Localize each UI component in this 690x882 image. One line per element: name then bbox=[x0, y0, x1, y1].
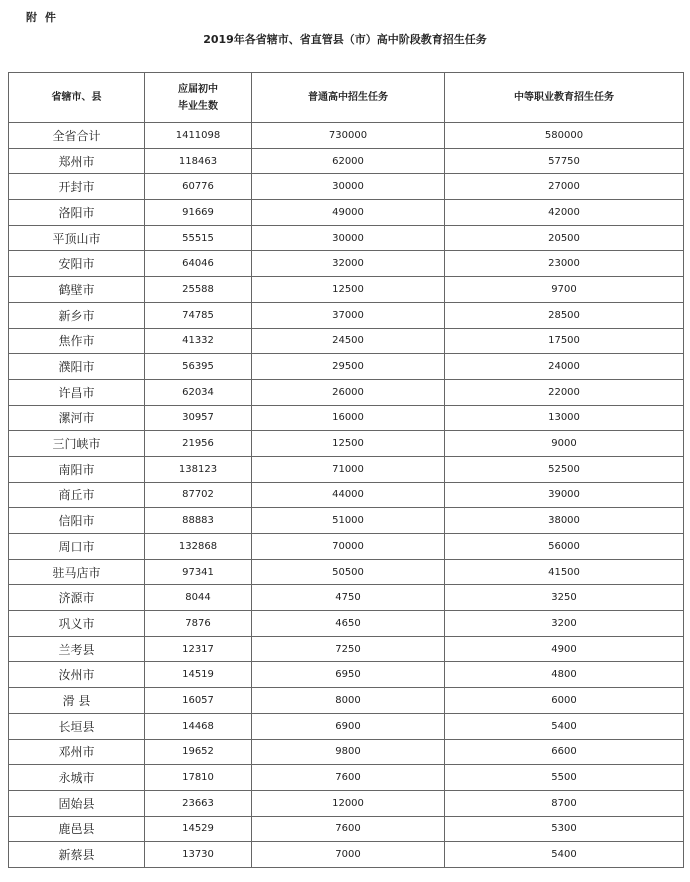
region-cell: 安阳市 bbox=[9, 251, 145, 277]
enrollment-table bbox=[8, 72, 684, 868]
general-high-cell: 6950 bbox=[252, 662, 445, 688]
graduates-cell: 30957 bbox=[145, 405, 252, 431]
table-row bbox=[9, 636, 684, 662]
vocational-cell: 20500 bbox=[445, 225, 684, 251]
vocational-cell: 4900 bbox=[445, 636, 684, 662]
region-cell: 汝州市 bbox=[9, 662, 145, 688]
general-high-cell: 9800 bbox=[252, 739, 445, 765]
general-high-cell: 30000 bbox=[252, 174, 445, 200]
graduates-cell: 60776 bbox=[145, 174, 252, 200]
general-high-cell: 44000 bbox=[252, 482, 445, 508]
region-cell: 濮阳市 bbox=[9, 354, 145, 380]
vocational-cell: 3200 bbox=[445, 611, 684, 637]
vocational-cell: 57750 bbox=[445, 148, 684, 174]
graduates-cell: 7876 bbox=[145, 611, 252, 637]
general-high-cell: 7600 bbox=[252, 765, 445, 791]
general-high-cell: 7000 bbox=[252, 842, 445, 868]
graduates-cell: 56395 bbox=[145, 354, 252, 380]
table-row bbox=[9, 405, 684, 431]
region-cell: 周口市 bbox=[9, 534, 145, 560]
graduates-cell: 16057 bbox=[145, 688, 252, 714]
graduates-cell: 14468 bbox=[145, 713, 252, 739]
vocational-cell: 9700 bbox=[445, 277, 684, 303]
general-high-cell: 8000 bbox=[252, 688, 445, 714]
table-row bbox=[9, 302, 684, 328]
general-high-cell: 51000 bbox=[252, 508, 445, 534]
table-row bbox=[9, 456, 684, 482]
vocational-cell: 580000 bbox=[445, 123, 684, 149]
graduates-cell: 55515 bbox=[145, 225, 252, 251]
table-row bbox=[9, 200, 684, 226]
graduates-cell: 1411098 bbox=[145, 123, 252, 149]
table-row bbox=[9, 431, 684, 457]
vocational-cell: 41500 bbox=[445, 559, 684, 585]
region-cell: 郑州市 bbox=[9, 148, 145, 174]
region-cell: 巩义市 bbox=[9, 611, 145, 637]
table-row bbox=[9, 225, 684, 251]
general-high-cell: 26000 bbox=[252, 379, 445, 405]
region-cell: 滑 县 bbox=[9, 688, 145, 714]
graduates-cell: 132868 bbox=[145, 534, 252, 560]
vocational-cell: 3250 bbox=[445, 585, 684, 611]
region-cell: 漯河市 bbox=[9, 405, 145, 431]
graduates-cell: 14519 bbox=[145, 662, 252, 688]
graduates-cell: 13730 bbox=[145, 842, 252, 868]
graduates-cell: 17810 bbox=[145, 765, 252, 791]
region-cell: 信阳市 bbox=[9, 508, 145, 534]
general-high-cell: 12500 bbox=[252, 431, 445, 457]
table-row bbox=[9, 765, 684, 791]
table-row bbox=[9, 790, 684, 816]
table-row bbox=[9, 739, 684, 765]
general-high-cell: 50500 bbox=[252, 559, 445, 585]
general-high-cell: 49000 bbox=[252, 200, 445, 226]
vocational-cell: 42000 bbox=[445, 200, 684, 226]
graduates-cell: 21956 bbox=[145, 431, 252, 457]
general-high-cell: 6900 bbox=[252, 713, 445, 739]
vocational-cell: 24000 bbox=[445, 354, 684, 380]
annex-label: 附 件 bbox=[26, 11, 58, 24]
general-high-cell: 12500 bbox=[252, 277, 445, 303]
column-header-graduates-line1: 应届初中 bbox=[178, 83, 218, 95]
table-row bbox=[9, 585, 684, 611]
region-cell: 驻马店市 bbox=[9, 559, 145, 585]
region-cell: 邓州市 bbox=[9, 739, 145, 765]
general-high-cell: 4750 bbox=[252, 585, 445, 611]
vocational-cell: 17500 bbox=[445, 328, 684, 354]
graduates-cell: 19652 bbox=[145, 739, 252, 765]
table-row bbox=[9, 379, 684, 405]
graduates-cell: 8044 bbox=[145, 585, 252, 611]
general-high-cell: 32000 bbox=[252, 251, 445, 277]
table-body bbox=[9, 123, 684, 868]
vocational-cell: 6600 bbox=[445, 739, 684, 765]
document-title: 2019年各省辖市、省直管县（市）高中阶段教育招生任务 bbox=[203, 33, 487, 46]
region-cell: 商丘市 bbox=[9, 482, 145, 508]
graduates-cell: 97341 bbox=[145, 559, 252, 585]
vocational-cell: 6000 bbox=[445, 688, 684, 714]
graduates-cell: 118463 bbox=[145, 148, 252, 174]
vocational-cell: 28500 bbox=[445, 302, 684, 328]
table-header-row bbox=[9, 73, 684, 123]
vocational-cell: 27000 bbox=[445, 174, 684, 200]
vocational-cell: 23000 bbox=[445, 251, 684, 277]
graduates-cell: 41332 bbox=[145, 328, 252, 354]
table-row bbox=[9, 611, 684, 637]
region-cell: 鹿邑县 bbox=[9, 816, 145, 842]
column-header-general-high: 普通高中招生任务 bbox=[252, 73, 445, 123]
graduates-cell: 88883 bbox=[145, 508, 252, 534]
region-cell: 鹤壁市 bbox=[9, 277, 145, 303]
vocational-cell: 13000 bbox=[445, 405, 684, 431]
general-high-cell: 71000 bbox=[252, 456, 445, 482]
graduates-cell: 138123 bbox=[145, 456, 252, 482]
table-row bbox=[9, 662, 684, 688]
region-cell: 固始县 bbox=[9, 790, 145, 816]
graduates-cell: 74785 bbox=[145, 302, 252, 328]
region-cell: 平顶山市 bbox=[9, 225, 145, 251]
column-header-graduates bbox=[145, 73, 252, 123]
vocational-cell: 22000 bbox=[445, 379, 684, 405]
table-row bbox=[9, 251, 684, 277]
general-high-cell: 12000 bbox=[252, 790, 445, 816]
general-high-cell: 29500 bbox=[252, 354, 445, 380]
region-cell: 新蔡县 bbox=[9, 842, 145, 868]
general-high-cell: 62000 bbox=[252, 148, 445, 174]
table-row bbox=[9, 174, 684, 200]
region-cell: 新乡市 bbox=[9, 302, 145, 328]
graduates-cell: 23663 bbox=[145, 790, 252, 816]
general-high-cell: 16000 bbox=[252, 405, 445, 431]
vocational-cell: 5400 bbox=[445, 713, 684, 739]
region-cell: 长垣县 bbox=[9, 713, 145, 739]
graduates-cell: 64046 bbox=[145, 251, 252, 277]
vocational-cell: 9000 bbox=[445, 431, 684, 457]
vocational-cell: 5500 bbox=[445, 765, 684, 791]
table-row bbox=[9, 688, 684, 714]
vocational-cell: 56000 bbox=[445, 534, 684, 560]
vocational-cell: 8700 bbox=[445, 790, 684, 816]
vocational-cell: 5400 bbox=[445, 842, 684, 868]
column-header-vocational: 中等职业教育招生任务 bbox=[445, 73, 684, 123]
table-row bbox=[9, 482, 684, 508]
region-cell: 三门峡市 bbox=[9, 431, 145, 457]
vocational-cell: 52500 bbox=[445, 456, 684, 482]
table-row bbox=[9, 354, 684, 380]
general-high-cell: 30000 bbox=[252, 225, 445, 251]
general-high-cell: 7250 bbox=[252, 636, 445, 662]
table-row bbox=[9, 559, 684, 585]
graduates-cell: 14529 bbox=[145, 816, 252, 842]
vocational-cell: 5300 bbox=[445, 816, 684, 842]
column-header-graduates-line2: 毕业生数 bbox=[178, 100, 218, 112]
region-cell: 济源市 bbox=[9, 585, 145, 611]
graduates-cell: 87702 bbox=[145, 482, 252, 508]
table-row bbox=[9, 713, 684, 739]
graduates-cell: 91669 bbox=[145, 200, 252, 226]
table-row bbox=[9, 123, 684, 149]
vocational-cell: 38000 bbox=[445, 508, 684, 534]
region-cell: 全省合计 bbox=[9, 123, 145, 149]
column-header-region: 省辖市、县 bbox=[9, 73, 145, 123]
vocational-cell: 39000 bbox=[445, 482, 684, 508]
table-row bbox=[9, 816, 684, 842]
general-high-cell: 4650 bbox=[252, 611, 445, 637]
region-cell: 开封市 bbox=[9, 174, 145, 200]
region-cell: 焦作市 bbox=[9, 328, 145, 354]
region-cell: 永城市 bbox=[9, 765, 145, 791]
region-cell: 洛阳市 bbox=[9, 200, 145, 226]
table-row bbox=[9, 148, 684, 174]
general-high-cell: 37000 bbox=[252, 302, 445, 328]
graduates-cell: 25588 bbox=[145, 277, 252, 303]
table-row bbox=[9, 842, 684, 868]
table-row bbox=[9, 277, 684, 303]
graduates-cell: 12317 bbox=[145, 636, 252, 662]
graduates-cell: 62034 bbox=[145, 379, 252, 405]
vocational-cell: 4800 bbox=[445, 662, 684, 688]
general-high-cell: 70000 bbox=[252, 534, 445, 560]
table-row bbox=[9, 328, 684, 354]
table-row bbox=[9, 508, 684, 534]
general-high-cell: 730000 bbox=[252, 123, 445, 149]
region-cell: 兰考县 bbox=[9, 636, 145, 662]
table-row bbox=[9, 534, 684, 560]
general-high-cell: 24500 bbox=[252, 328, 445, 354]
region-cell: 南阳市 bbox=[9, 456, 145, 482]
general-high-cell: 7600 bbox=[252, 816, 445, 842]
region-cell: 许昌市 bbox=[9, 379, 145, 405]
